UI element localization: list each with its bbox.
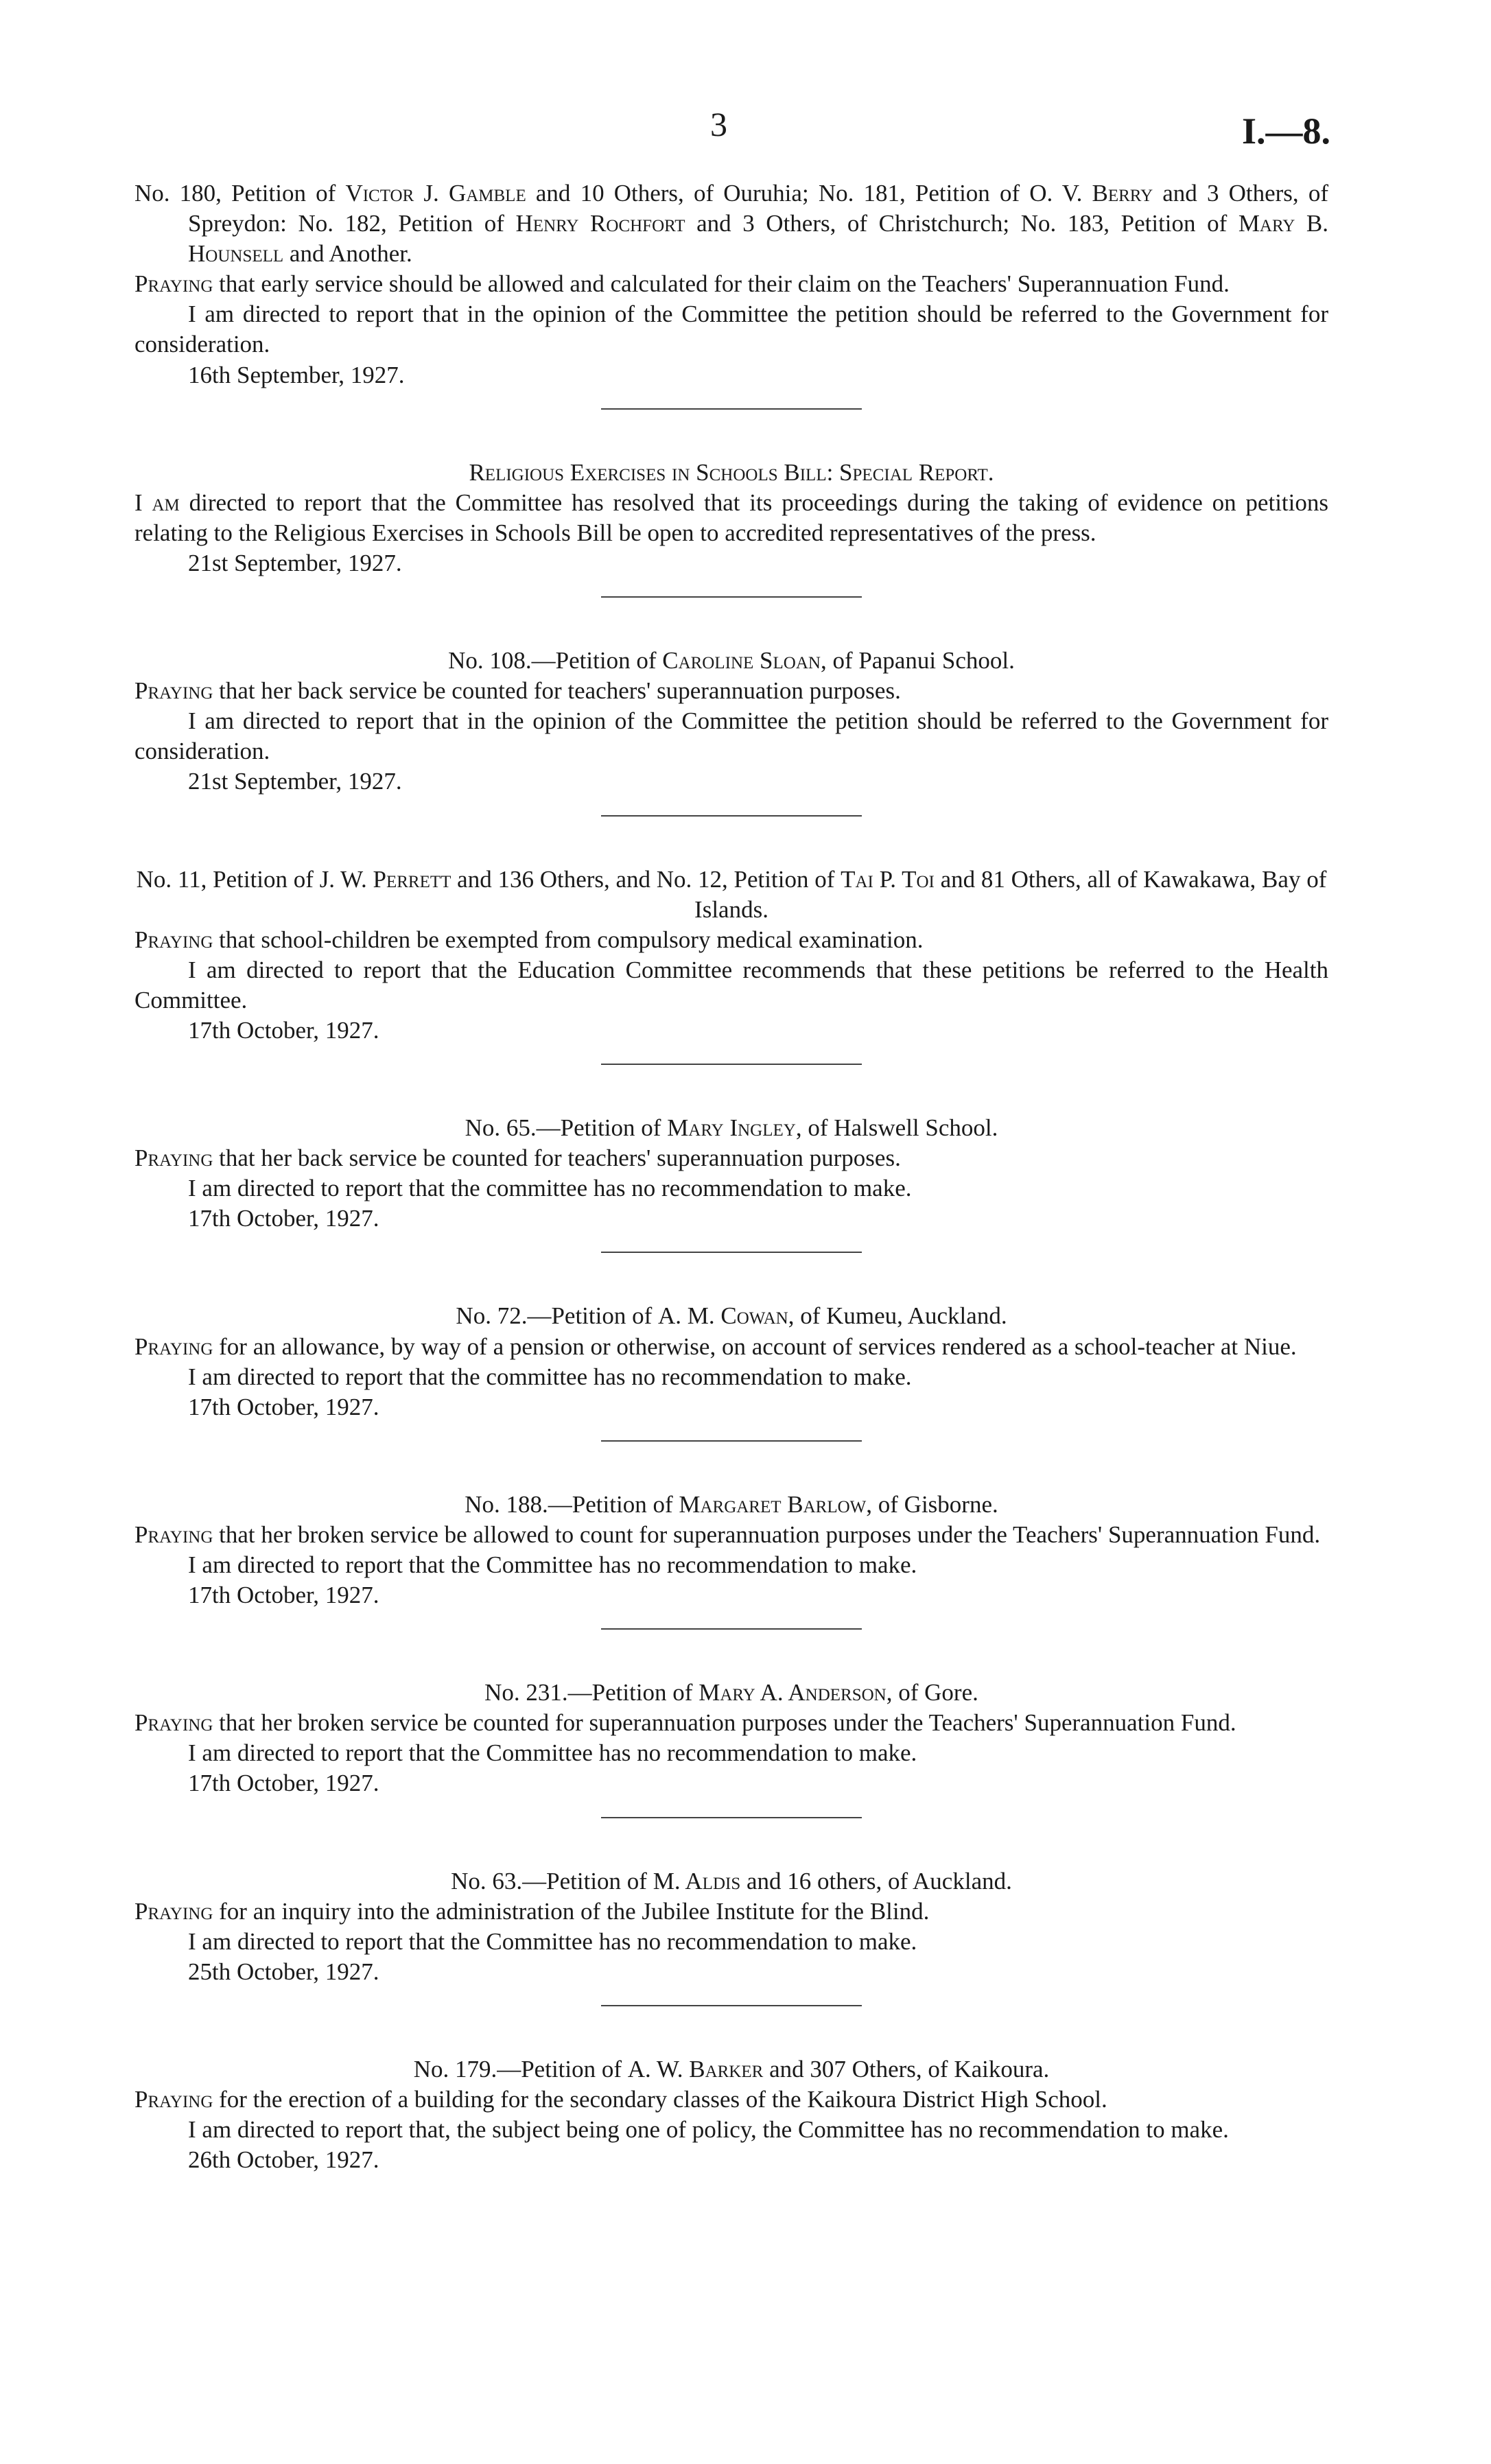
petition-section [134, 1113, 1328, 1253]
petition-heading: No. 72.—Petition of A. M. Cowan, of Kumeu, Auckland. [456, 1302, 1007, 1330]
special-report-title: Religious Exercises in Schools Bill: Special Report. [469, 458, 994, 486]
petitioner-name: O. V. Berry [1029, 180, 1153, 207]
report-paragraph: I am directed to report that, the subject being one of policy, the Committee has no recommendation to make. [188, 2116, 1229, 2144]
petition-section [134, 865, 1328, 1066]
praying-paragraph: Praying for the erection of a building for the secondary classes of the Kaikoura District High School. [134, 2086, 1107, 2113]
report-date: 16th September, 1927. [188, 361, 405, 388]
petition-heading: No. 180, Petition of Victor J. Gamble and 10 Others, of Ouruhia; No. 181, Petition of O. V. Berry and 3 Others, of Spreydon: No. 182, Petition of Henry Rochfort and 3 Others, of Christchurch; No. 183, Petition of Mary B. Hounsell and Another. [134, 180, 1328, 268]
report-paragraph: I am directed to report that the Committee has no recommendation to make. [188, 1927, 917, 1955]
report-date: 17th October, 1927. [188, 1016, 379, 1044]
petitioner-name: Tai P. Toi [841, 865, 935, 893]
page-number: 3 [710, 105, 727, 143]
report-paragraph: I am directed to report that the committee has no recommendation to make. [188, 1175, 912, 1202]
petitioner-name: M. Aldis [653, 1867, 741, 1894]
petition-section [134, 646, 1328, 816]
report-date: 17th October, 1927. [188, 1205, 379, 1232]
report-date: 21st September, 1927. [188, 768, 402, 795]
report-body [134, 178, 1328, 2175]
document-reference: I.—8. [1242, 110, 1331, 152]
petition-heading: No. 179.—Petition of A. W. Barker and 307 Others, of Kaikoura. [413, 2055, 1050, 2082]
section-divider [601, 596, 862, 598]
report-date: 21st September, 1927. [188, 549, 402, 576]
report-date: 17th October, 1927. [188, 1770, 379, 1797]
petition-heading: No. 65.—Petition of Mary Ingley, of Halswell School. [465, 1114, 998, 1142]
petitioner-name: A. W. Barker [627, 2055, 764, 2082]
report-date: 17th October, 1927. [188, 1393, 379, 1420]
petitioner-name: Victor J. Gamble [345, 180, 526, 207]
petitioner-name: Mary Ingley [667, 1114, 796, 1142]
report-paragraph: I am directed to report that the Committee has no recommendation to make. [188, 1551, 917, 1578]
praying-paragraph: Praying for an inquiry into the administration of the Jubilee Institute for the Blind. [134, 1897, 930, 1925]
petitioner-name: Henry Rochfort [515, 210, 685, 237]
report-paragraph: I am directed to report that in the opinion of the Committee the petition should be referred to the Government for consideration. [134, 301, 1328, 358]
section-divider [601, 1440, 862, 1442]
special-report-section [134, 458, 1328, 598]
petitioner-name: A. M. Cowan [658, 1302, 788, 1330]
praying-paragraph: Praying that her broken service be counted for superannuation purposes under the Teachers' Superannuation Fund. [134, 1709, 1236, 1737]
petitioner-name: Mary A. Anderson [698, 1679, 887, 1706]
petition-section [134, 1678, 1328, 1818]
praying-paragraph: Praying for an allowance, by way of a pension or otherwise, on account of services rendered as a school-teacher at Niue. [134, 1333, 1297, 1360]
petition-heading: No. 108.—Petition of Caroline Sloan, of Papanui School. [448, 647, 1015, 674]
report-paragraph: I am directed to report that the Committee has no recommendation to make. [188, 1739, 917, 1767]
report-paragraph: I am directed to report that the Education Committee recommends that these petitions be referred to the Health Committee. [134, 956, 1328, 1013]
praying-paragraph: Praying that early service should be allowed and calculated for their claim on the Teachers' Superannuation Fund. [134, 270, 1230, 298]
petition-section [134, 1490, 1328, 1630]
praying-paragraph: Praying that her back service be counted for teachers' superannuation purposes. [134, 1145, 901, 1172]
praying-paragraph: Praying that her back service be counted for teachers' superannuation purposes. [134, 677, 901, 705]
report-date: 25th October, 1927. [188, 1958, 379, 1985]
section-divider [601, 1252, 862, 1253]
petition-heading: No. 11, Petition of J. W. Perrett and 136 Others, and No. 12, Petition of Tai P. Toi and 81 Others, all of Kawakawa, Bay of Islands. [136, 865, 1327, 923]
petitioner-name: J. W. Perrett [319, 865, 451, 893]
petition-heading: No. 231.—Petition of Mary A. Anderson, of Gore. [484, 1679, 978, 1706]
section-divider [601, 815, 862, 817]
petitioner-name: Mary B. Hounsell [188, 210, 1328, 268]
petition-section [134, 1866, 1328, 2006]
praying-paragraph: Praying that her broken service be allowed to count for superannuation purposes under the Teachers' Superannuation Fund. [134, 1521, 1321, 1548]
petitioner-name: Margaret Barlow [679, 1490, 867, 1518]
petitioner-name: Caroline Sloan [662, 647, 821, 674]
petition-section [134, 178, 1328, 410]
report-date: 26th October, 1927. [188, 2146, 379, 2174]
report-paragraph: I am directed to report that the committee has no recommendation to make. [188, 1363, 912, 1390]
petition-section [134, 1301, 1328, 1441]
report-date: 17th October, 1927. [188, 1582, 379, 1609]
report-paragraph: I am directed to report that in the opinion of the Committee the petition should be referred to the Government for consideration. [134, 707, 1328, 765]
petition-heading: No. 188.—Petition of Margaret Barlow, of Gisborne. [465, 1490, 998, 1518]
section-divider [601, 1628, 862, 1630]
special-report-paragraph: I am directed to report that the Committee has resolved that its proceedings during the taking of evidence on petitions relating to the Religious Exercises in Schools Bill be open to accredited representatives of the press. [134, 489, 1328, 546]
section-divider [601, 1064, 862, 1065]
section-divider [601, 2005, 862, 2006]
section-divider [601, 408, 862, 410]
petition-section [134, 2054, 1328, 2175]
praying-paragraph: Praying that school-children be exempted from compulsory medical examination. [134, 926, 924, 953]
section-divider [601, 1817, 862, 1818]
petition-heading: No. 63.—Petition of M. Aldis and 16 others, of Auckland. [451, 1867, 1012, 1894]
